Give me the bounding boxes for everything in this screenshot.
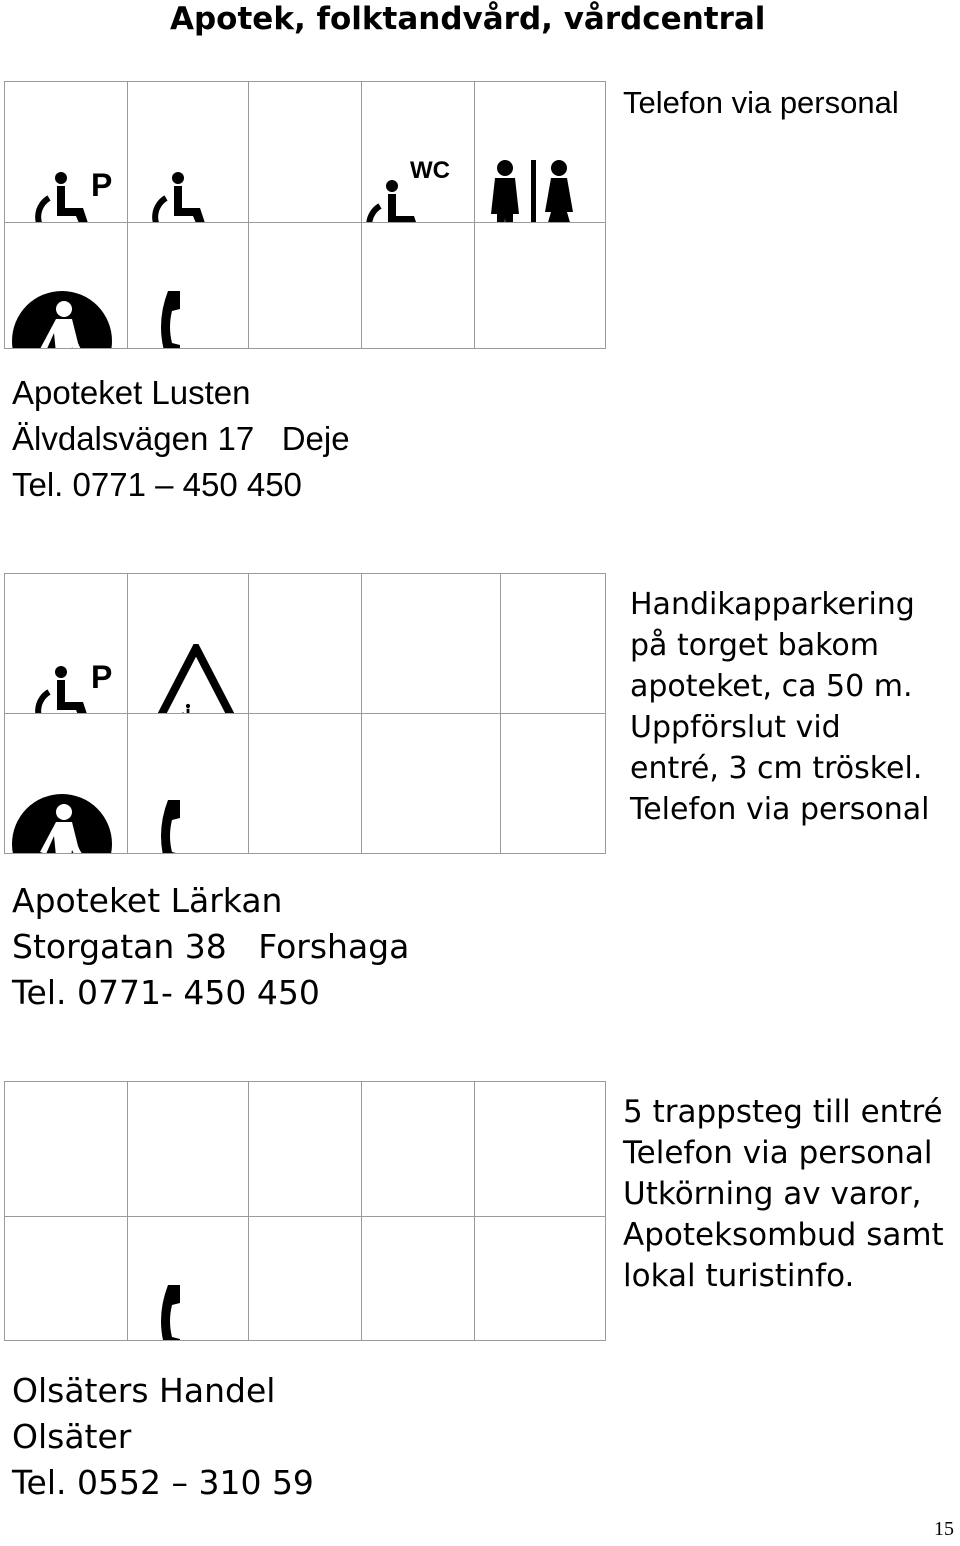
symbol-cell [501, 714, 606, 854]
telephone-icon [128, 784, 248, 854]
wc-label: WC [410, 157, 450, 184]
street: Storgatan 38 [12, 927, 227, 966]
symbol-cell [128, 82, 249, 223]
address-olsater [12, 1368, 314, 1506]
symbol-cell [362, 82, 475, 223]
symbol-cell [128, 574, 249, 714]
parking-label: P [91, 658, 113, 695]
symbol-cell [249, 223, 362, 349]
symbol-cell [475, 1217, 606, 1341]
handicap-parking-icon [5, 152, 127, 223]
parking-label: P [91, 167, 113, 203]
blind-pedestrian-icon [5, 286, 127, 349]
store-name: Apoteket Lusten [12, 374, 251, 411]
symbol-grid-olsater [4, 1081, 606, 1341]
blind-pedestrian-icon [5, 784, 127, 854]
symbol-cell [249, 714, 362, 854]
symbol-cell [362, 714, 501, 854]
symbol-cell [362, 1082, 475, 1217]
street: Älvdalsvägen 17 [12, 420, 255, 457]
symbol-cell [5, 223, 128, 349]
note-olsater: 5 trappsteg till entré Telefon via personal Utkörning av varor, Apoteksombud samt lokal turistinfo. [623, 1094, 944, 1294]
symbol-cell [475, 223, 606, 349]
phone-number: Tel. 0771- 450 450 [12, 973, 320, 1012]
symbol-grid-lusten [4, 81, 606, 349]
wheelchair-icon [128, 152, 248, 223]
symbol-cell [5, 574, 128, 714]
symbol-grid-larkan [4, 573, 606, 854]
symbol-cell [362, 223, 475, 349]
address-lusten [12, 370, 350, 508]
symbol-cell [249, 82, 362, 223]
store-name: Apoteket Lärkan [12, 881, 283, 920]
symbol-cell [362, 574, 501, 714]
city: Forshaga [258, 927, 410, 966]
symbol-cell [5, 82, 128, 223]
symbol-cell [128, 714, 249, 854]
note-lusten: Telefon via personal [623, 85, 899, 120]
telephone-icon [128, 1279, 248, 1341]
handicap-parking-icon [5, 644, 127, 714]
symbol-cell [128, 1217, 249, 1341]
symbol-cell [128, 223, 249, 349]
wheelchair-wc-icon [362, 152, 474, 223]
symbol-cell [249, 574, 362, 714]
phone-number: Tel. 0771 – 450 450 [12, 466, 302, 503]
telephone-icon [128, 286, 248, 349]
symbol-cell [501, 574, 606, 714]
symbol-cell [5, 1082, 128, 1217]
store-name: Olsäters Handel [12, 1371, 276, 1410]
page-number: 15 [934, 1518, 954, 1540]
symbol-cell [249, 1217, 362, 1341]
symbol-cell [475, 82, 606, 223]
symbol-cell [362, 1217, 475, 1341]
address-larkan [12, 878, 409, 1016]
symbol-cell [475, 1082, 606, 1217]
symbol-cell [128, 1082, 249, 1217]
note-larkan: Handikapparkering på torget bakom apoteket, ca 50 m. Uppförslut vid entré, 3 cm tröskel. Telefon via personal [630, 587, 930, 827]
symbol-cell [249, 1082, 362, 1217]
warning-triangle-wheelchair-icon [128, 644, 248, 714]
page-title: Apotek, folktandvård, vårdcentral [170, 1, 766, 37]
city: Deje [281, 420, 350, 457]
man-woman-icon [475, 152, 605, 223]
street: Olsäter [12, 1417, 132, 1456]
phone-number: Tel. 0552 – 310 59 [12, 1463, 314, 1502]
symbol-cell [5, 1217, 128, 1341]
symbol-cell [5, 714, 128, 854]
